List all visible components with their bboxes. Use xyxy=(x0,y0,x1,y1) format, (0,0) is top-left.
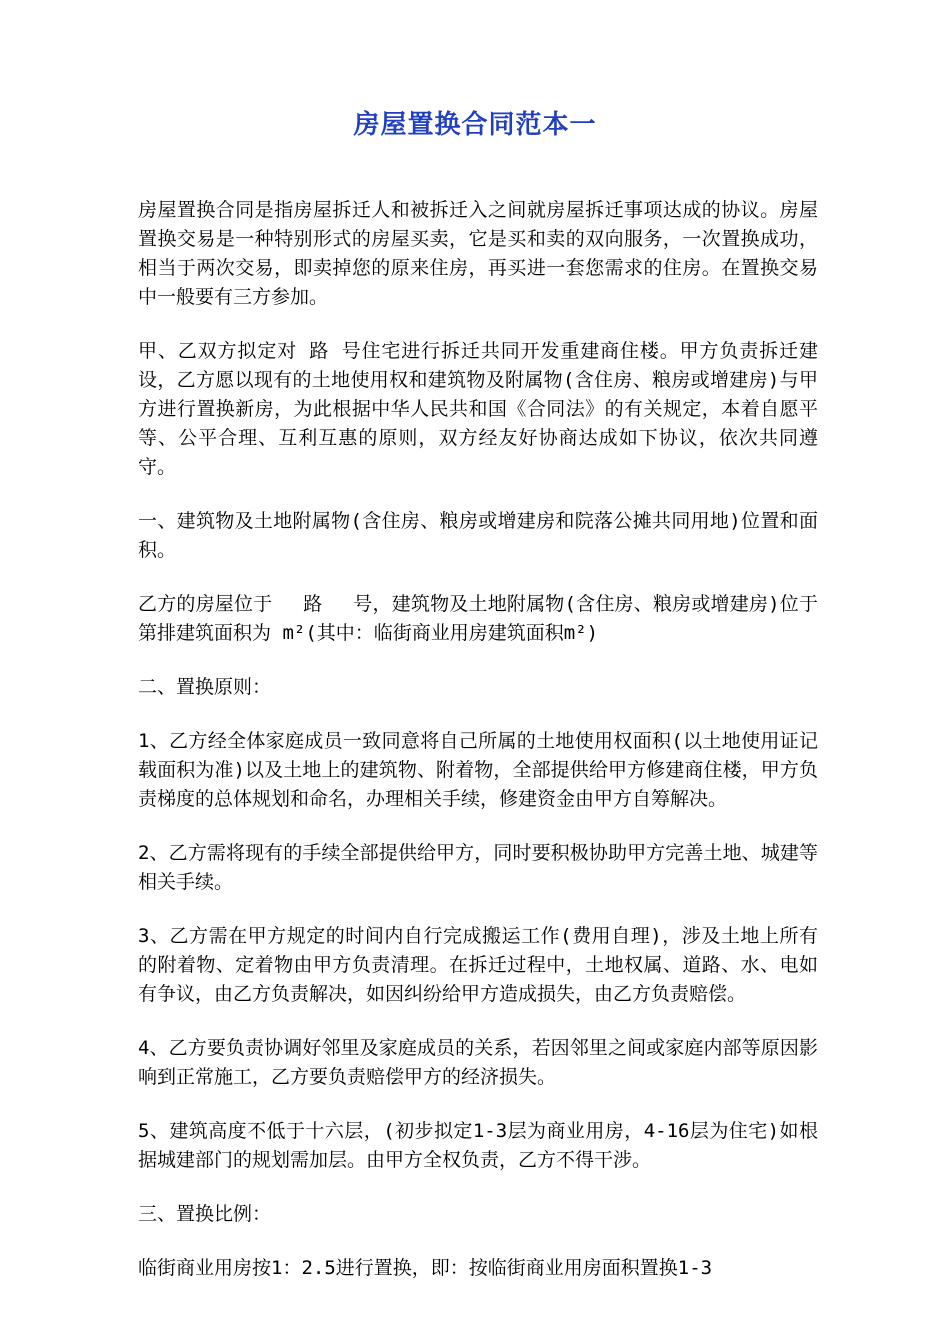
clause-3: 3、乙方需在甲方规定的时间内自行完成搬运工作(费用自理)，涉及土地上所有的附着物、定着物由甲方负责清理。在拆迁过程中，土地权属、道路、水、电如有争议，由乙方负责解决，如因纠纷给甲方造成损失，由乙方负责赔偿。 xyxy=(138,925,818,1005)
section-heading-ratio: 三、置换比例： xyxy=(138,1203,272,1225)
document-title: 房屋置换合同范本一 xyxy=(353,110,597,140)
clause-2: 2、乙方需将现有的手续全部提供给甲方，同时要积极协助甲方完善土地、城建等相关手续。 xyxy=(138,842,818,893)
document-body xyxy=(138,196,818,1308)
clause-1: 1、乙方经全体家庭成员一致同意将自己所属的土地使用权面积(以土地使用证记载面积为准)以及土地上的建筑物、附着物，全部提供给甲方修建商住楼，甲方负责梯度的总体规划和命名，办理相关手续，修建资金由甲方自筹解决。 xyxy=(138,730,818,810)
section-heading-principles: 二、置换原则： xyxy=(138,676,272,698)
clause-5: 5、建筑高度不低于十六层，(初步拟定1-3层为商业用房，4-16层为住宅)如根据城建部门的规划需加层。由甲方全权负责，乙方不得干涉。 xyxy=(138,1120,818,1171)
section-heading-location: 一、建筑物及土地附属物(含住房、粮房或增建房和院落公摊共同用地)位置和面积。 xyxy=(138,510,818,561)
paragraph-parties: 甲、乙双方拟定对 路 号住宅进行拆迁共同开发重建商住楼。甲方负责拆迁建设，乙方愿以现有的土地使用权和建筑物及附属物(含住房、粮房或增建房)与甲方进行置换新房，为此根据中华人民共和国《合同法》的有关规定，本着自愿平等、公平合理、互利互惠的原则，双方经友好协商达成如下协议，依次共同遵守。 xyxy=(138,340,818,478)
paragraph-ratio: 临街商业用房按1：2.5进行置换，即：按临街商业用房面积置换1-3 xyxy=(138,1257,713,1279)
paragraph-intro: 房屋置换合同是指房屋拆迁人和被拆迁入之间就房屋拆迁事项达成的协议。房屋置换交易是一种特别形式的房屋买卖，它是买和卖的双向服务，一次置换成功，相当于两次交易，即卖掉您的原来住房，再买进一套您需求的住房。在置换交易中一般要有三方参加。 xyxy=(138,199,818,308)
paragraph-location: 乙方的房屋位于 路 号，建筑物及土地附属物(含住房、粮房或增建房)位于第排建筑面积为 m²(其中：临街商业用房建筑面积m²) xyxy=(138,593,818,644)
clause-4: 4、乙方要负责协调好邻里及家庭成员的关系，若因邻里之间或家庭内部等原因影响到正常施工，乙方要负责赔偿甲方的经济损失。 xyxy=(138,1037,818,1088)
